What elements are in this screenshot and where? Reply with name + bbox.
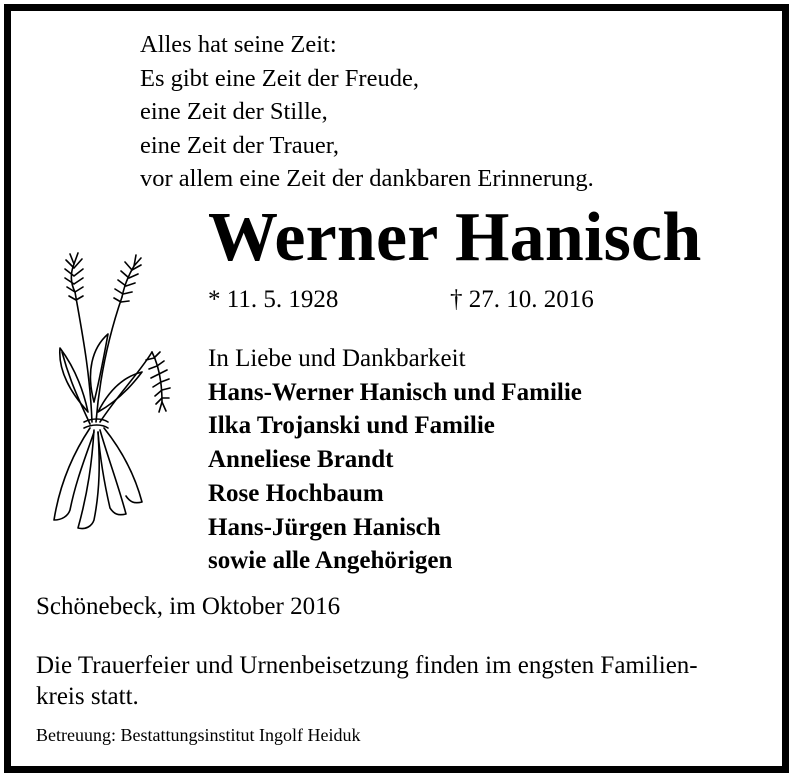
memorial-poem [140,28,594,196]
mourner-name: sowie alle Angehörigen [208,547,453,575]
service-note-line: kreis statt. [36,683,139,710]
service-note-line: Die Trauerfeier und Urnenbeisetzung finden im engsten Familien- [36,652,698,679]
wheat-bundle-icon [30,252,180,542]
poem-line: eine Zeit der Stille, [140,98,328,125]
death-date: † 27. 10. 2016 [450,286,594,313]
mourner-name: Ilka Trojanski und Familie [208,412,495,440]
poem-line: vor allem eine Zeit der dankbaren Erinnerung. [140,165,594,192]
poem-line: Es gibt eine Zeit der Freude, [140,64,419,92]
mourners-list [208,342,582,578]
service-note [36,650,776,712]
place-and-date: Schönebeck, im Oktober 2016 [36,593,341,620]
deceased-name: Werner Hanisch [208,199,702,276]
funeral-home-credit: Betreuung: Bestattungsinstitut Ingolf Heiduk [36,725,361,745]
mourner-name: Hans-Jürgen Hanisch [208,513,441,541]
mourner-name: Rose Hochbaum [208,479,384,507]
mourner-name: Anneliese Brandt [208,446,394,474]
mourner-name: Hans-Werner Hanisch und Familie [208,378,582,406]
birth-date: * 11. 5. 1928 [208,286,339,313]
mourners-intro: In Liebe und Dankbarkeit [208,345,466,372]
poem-line: Alles hat seine Zeit: [140,31,337,58]
poem-line: eine Zeit der Trauer, [140,131,340,159]
